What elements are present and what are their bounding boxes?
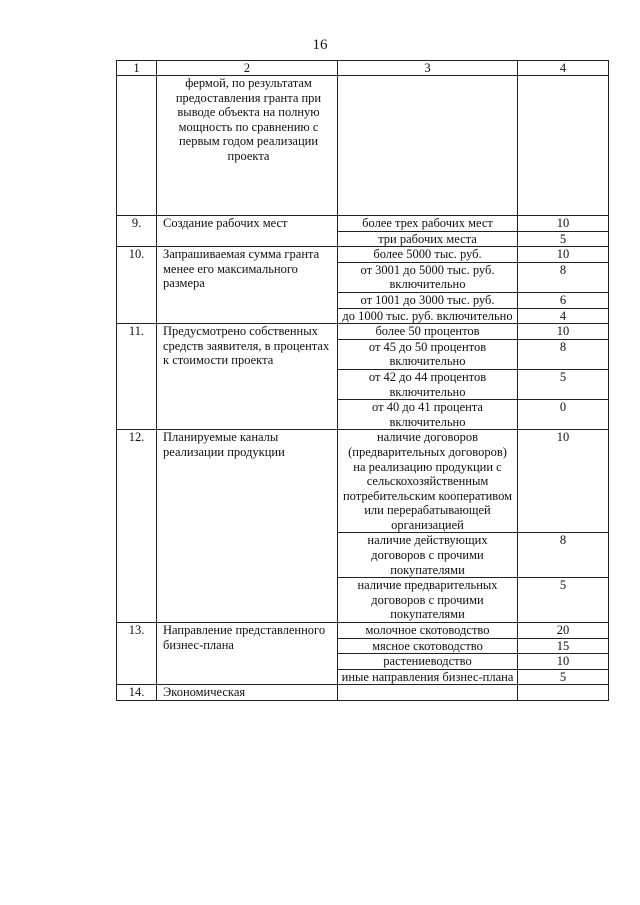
condition-cell xyxy=(338,76,518,216)
condition-cell: от 40 до 41 процента включительно xyxy=(338,400,518,430)
number-cell: 10. xyxy=(117,247,157,324)
header-cell: 1 xyxy=(117,61,157,76)
condition-cell: мясное скотоводство xyxy=(338,638,518,654)
header-cell: 3 xyxy=(338,61,518,76)
criterion-cell: Запрашиваемая сумма гранта менее его максимального размера xyxy=(157,247,338,324)
points-cell xyxy=(518,76,609,216)
points-cell: 8 xyxy=(518,533,609,578)
points-cell: 10 xyxy=(518,247,609,263)
header-cell: 4 xyxy=(518,61,609,76)
condition-cell: более 50 процентов xyxy=(338,324,518,340)
condition-cell: наличие договоров (предварительных договоров) на реализацию продукции с сельскохозяйственным потребительским кооперативом или перерабатывающей организацией xyxy=(338,430,518,533)
table-row xyxy=(117,685,609,701)
condition-cell: более 5000 тыс. руб. xyxy=(338,247,518,263)
condition-cell xyxy=(338,685,518,701)
number-cell: 14. xyxy=(117,685,157,701)
points-cell: 20 xyxy=(518,623,609,639)
condition-cell: от 1001 до 3000 тыс. руб. xyxy=(338,292,518,308)
points-cell: 5 xyxy=(518,369,609,399)
points-cell: 10 xyxy=(518,216,609,232)
number-cell: 11. xyxy=(117,324,157,430)
table-row xyxy=(117,430,609,533)
criterion-cell: Создание рабочих мест xyxy=(157,216,338,247)
points-cell: 8 xyxy=(518,262,609,292)
table-row xyxy=(117,324,609,340)
table-row xyxy=(117,247,609,263)
condition-cell: от 42 до 44 процентов включительно xyxy=(338,369,518,399)
condition-cell: растениеводство xyxy=(338,654,518,670)
points-cell: 4 xyxy=(518,308,609,324)
number-cell: 9. xyxy=(117,216,157,247)
condition-cell: молочное скотоводство xyxy=(338,623,518,639)
criterion-cell: Предусмотрено собственных средств заявителя, в процентах к стоимости проекта xyxy=(157,324,338,430)
condition-cell: до 1000 тыс. руб. включительно xyxy=(338,308,518,324)
criterion-continuation-cell: фермой, по результатам предоставления гранта при выводе объекта на полную мощность по сравнению с первым годом реализации проекта xyxy=(157,76,338,216)
criteria-table xyxy=(116,60,609,701)
table-row xyxy=(117,76,609,216)
table-row xyxy=(117,623,609,639)
points-cell: 5 xyxy=(518,231,609,247)
points-cell: 10 xyxy=(518,430,609,533)
condition-cell: три рабочих места xyxy=(338,231,518,247)
table-row xyxy=(117,216,609,232)
condition-cell: иные направления бизнес-плана xyxy=(338,669,518,685)
number-cell: 12. xyxy=(117,430,157,623)
table-header-row xyxy=(117,61,609,76)
number-cell xyxy=(117,76,157,216)
points-cell xyxy=(518,685,609,701)
condition-cell: наличие предварительных договоров с прочими покупателями xyxy=(338,578,518,623)
points-cell: 8 xyxy=(518,339,609,369)
points-cell: 0 xyxy=(518,400,609,430)
criterion-cell: Планируемые каналы реализации продукции xyxy=(157,430,338,623)
points-cell: 10 xyxy=(518,324,609,340)
condition-cell: от 45 до 50 процентов включительно xyxy=(338,339,518,369)
points-cell: 5 xyxy=(518,578,609,623)
points-cell: 5 xyxy=(518,669,609,685)
points-cell: 6 xyxy=(518,292,609,308)
criterion-cell: Экономическая xyxy=(157,685,338,701)
points-cell: 15 xyxy=(518,638,609,654)
points-cell: 10 xyxy=(518,654,609,670)
number-cell: 13. xyxy=(117,623,157,685)
header-cell: 2 xyxy=(157,61,338,76)
condition-cell: наличие действующих договоров с прочими покупателями xyxy=(338,533,518,578)
condition-cell: более трех рабочих мест xyxy=(338,216,518,232)
criterion-cell: Направление представленного бизнес-плана xyxy=(157,623,338,685)
condition-cell: от 3001 до 5000 тыс. руб. включительно xyxy=(338,262,518,292)
page-number: 16 xyxy=(312,37,328,53)
